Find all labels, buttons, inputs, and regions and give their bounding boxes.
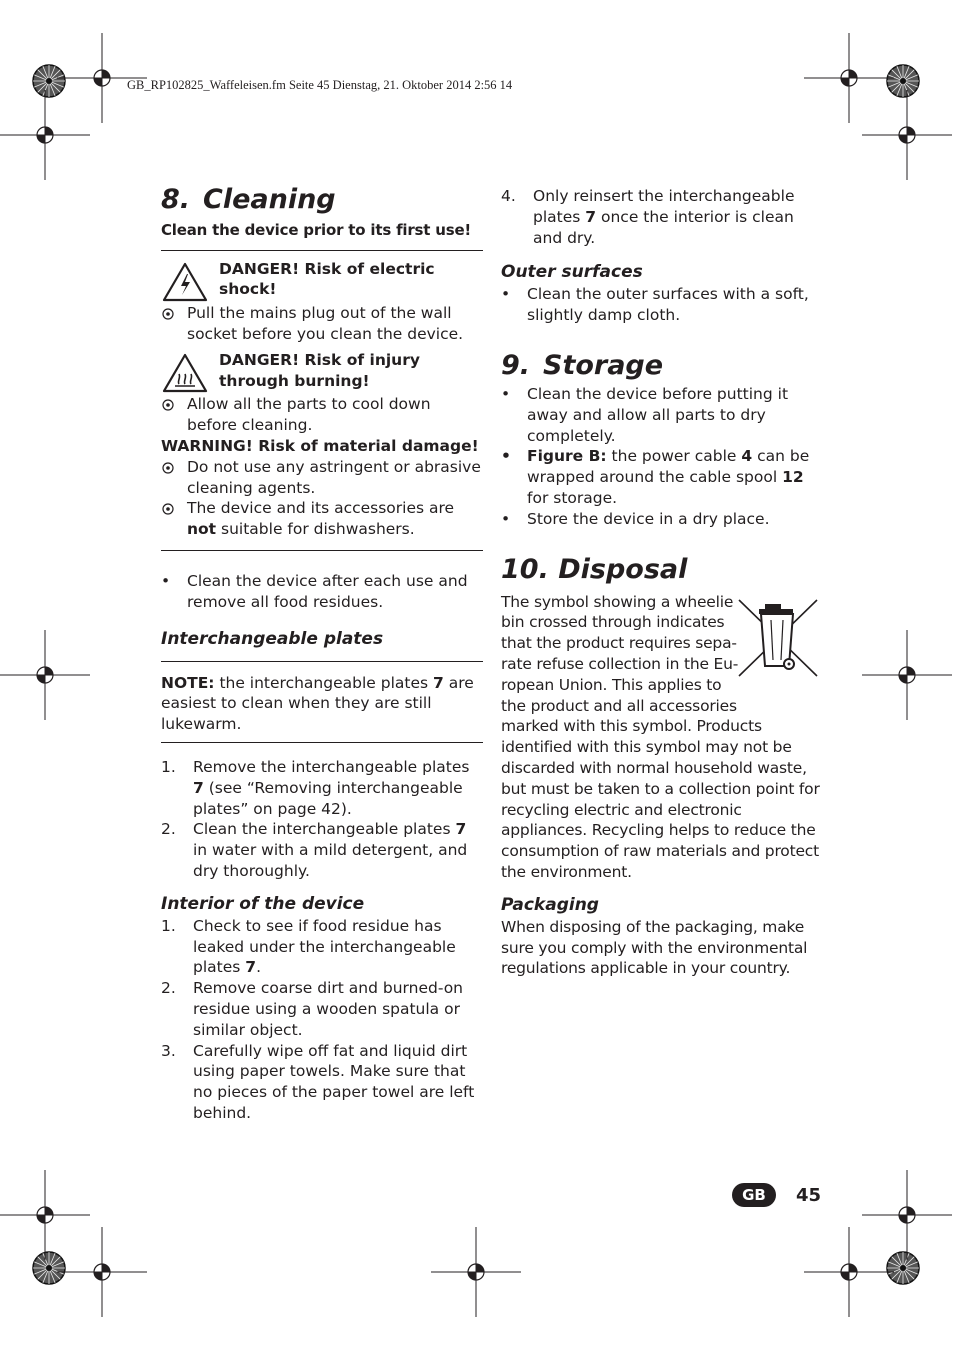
cleaning-heading <box>161 182 483 218</box>
plates-heading: Interchangeable plates <box>161 628 384 649</box>
interior-step-4: 4. Only reinsert the interchangeable plates 7 once the interior is clean and dry. <box>501 187 795 247</box>
circle-bullet-icon <box>162 462 174 474</box>
danger-shock-block <box>161 257 483 303</box>
disposal-line-1: The symbol showing a wheelie <box>501 592 734 611</box>
bullet-dot: • <box>501 285 511 304</box>
cleaning-bullet: • Clean the device after each use and remove all food residues. <box>161 571 468 611</box>
disposal-line-4: rate refuse collection in the Eu- <box>501 654 739 673</box>
interior-heading: Interior of the device <box>161 893 365 914</box>
circle-bullet-icon <box>162 308 174 320</box>
bullet-dot: • <box>501 447 511 466</box>
storage-heading <box>501 348 825 384</box>
storage-bullet-2: • Figure B: the power cable 4 can be wrapped around the cable spool 12 for storage. <box>501 447 810 507</box>
country-badge: GB <box>732 1183 776 1207</box>
crossed-out-wheelie-bin-icon <box>737 598 819 678</box>
outer-heading: Outer surfaces <box>501 262 643 283</box>
left-column <box>161 182 483 1124</box>
storage-title: Storage <box>543 349 664 381</box>
disposal-line-6: the product and all accessories <box>501 696 737 715</box>
interior-step-1: 1. Check to see if food residue has leaked under the interchangeable plates 7. <box>161 916 456 977</box>
circle-bullet-icon <box>162 399 174 411</box>
page-footer <box>732 1183 821 1207</box>
page-number: 45 <box>796 1184 822 1206</box>
bullet-dot: • <box>161 571 171 590</box>
plates-note: NOTE: the interchangeable plates 7 are easiest to clean when they are still lukewarm. <box>161 673 474 734</box>
bullet-dot: • <box>501 384 511 403</box>
danger-burn-block <box>161 348 483 394</box>
packaging-heading: Packaging <box>501 894 599 915</box>
right-column <box>501 186 825 979</box>
packaging-text: When disposing of the packaging, make sure you comply with the environmental regulations applicable in your country. <box>501 917 808 978</box>
bullet-dot: • <box>501 509 511 528</box>
storage-bullet-1: • Clean the device before putting it away and allow all parts to dry completely. <box>501 384 789 445</box>
disposal-line-5: ropean Union. This applies to <box>501 675 722 694</box>
interior-step-2: 2. Remove coarse dirt and burned-on residue using a wooden spatula or similar object. <box>161 979 464 1039</box>
danger-shock-item: Pull the mains plug out of the wall socket before you clean the device. <box>161 303 483 345</box>
file-header: GB_RP102825_Waffeleisen.fm Seite 45 Dienstag, 21. Oktober 2014 2:56 14 <box>127 78 513 92</box>
disposal-text <box>501 592 825 883</box>
circle-bullet-icon <box>162 503 174 515</box>
outer-bullet: • Clean the outer surfaces with a soft, slightly damp cloth. <box>501 285 809 325</box>
storage-number: 9. <box>501 349 531 381</box>
warning-item-1: Do not use any astringent or abrasive cleaning agents. <box>161 457 483 499</box>
cleaning-title: Cleaning <box>203 184 336 215</box>
divider <box>161 661 483 662</box>
electric-shock-warning-icon <box>161 261 209 303</box>
cleaning-number: 8. <box>161 184 191 215</box>
divider <box>161 250 483 251</box>
disposal-line-2: bin crossed through indicates <box>501 613 725 632</box>
divider <box>161 742 483 743</box>
disposal-line-3: that the product requires sepa- <box>501 634 737 653</box>
danger-burn-heading: DANGER! Risk of injury through burning! <box>219 351 420 390</box>
danger-shock-heading: DANGER! Risk of electric shock! <box>219 259 435 299</box>
plates-step-1: 1. Remove the interchangeable plates 7 (see “Removing interchangeable plates” on page 42). <box>161 757 470 818</box>
danger-burn-item: Allow all the parts to cool down before cleaning. <box>161 394 483 436</box>
disposal-rest: marked with this symbol. Products identified with this symbol may not be discarded with normal household waste, but must be taken to a collection point for recycling electric and electronic appliances. Recycling helps to reduce the consumption of raw materials and protect the environment. <box>501 717 820 881</box>
plates-step-2: 2. Clean the interchangeable plates 7 in water with a mild detergent, and dry thoroughly. <box>161 820 468 880</box>
disposal-heading: 10. Disposal <box>501 553 688 585</box>
divider <box>161 550 483 551</box>
warning-item-2: The device and its accessories are not suitable for dishwashers. <box>161 498 483 540</box>
storage-bullet-3: • Store the device in a dry place. <box>501 509 770 528</box>
interior-step-3: 3. Carefully wipe off fat and liquid dirt using paper towels. Make sure that no pieces of the paper towel are left behind. <box>161 1041 475 1122</box>
warning-heading: WARNING! Risk of material damage! <box>161 436 479 455</box>
hot-surface-warning-icon <box>161 352 209 394</box>
cleaning-intro: Clean the device prior to its first use! <box>161 221 472 239</box>
